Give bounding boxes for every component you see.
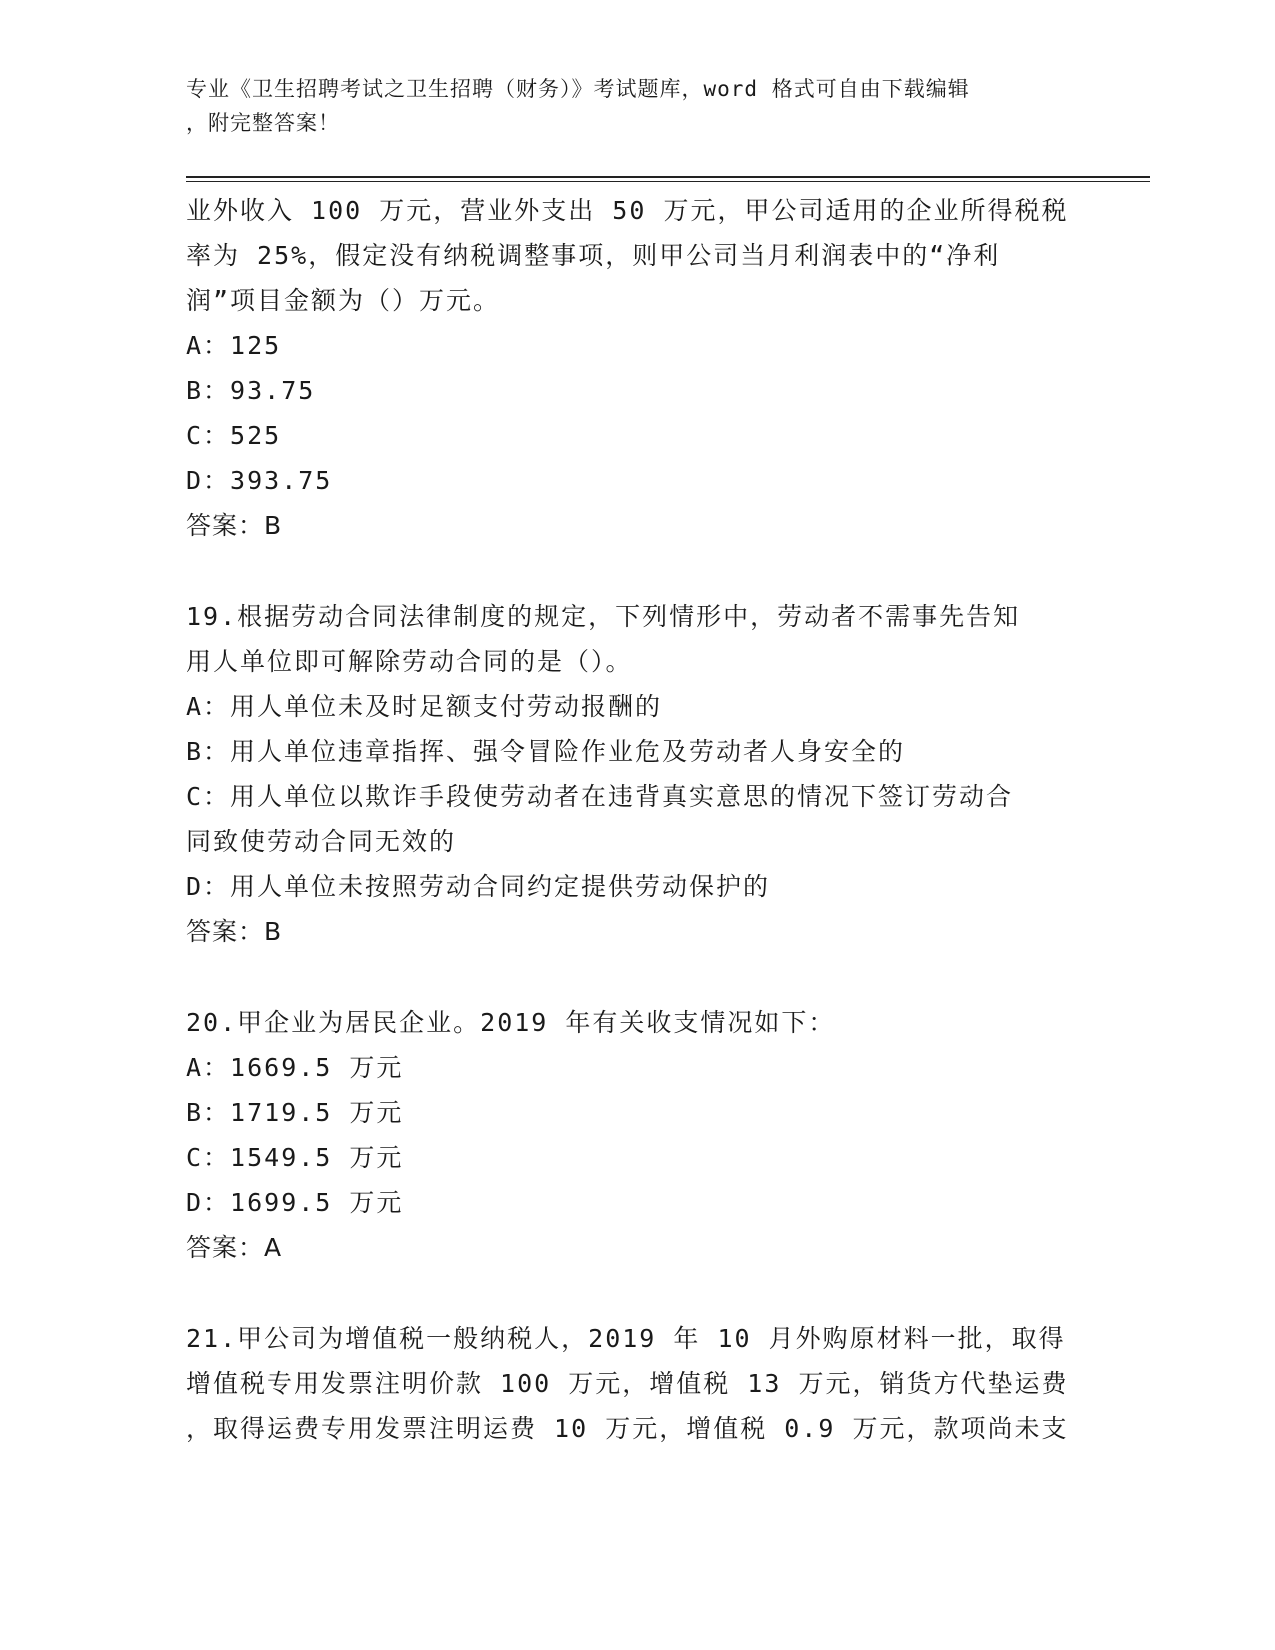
answer-line: 答案：A xyxy=(186,1233,283,1262)
header-rule-thin xyxy=(186,181,1150,182)
option-d: D：1699.5 万元 xyxy=(186,1188,404,1217)
page-header xyxy=(186,72,1066,140)
option-c-continued: 同致使劳动合同无效的 xyxy=(186,827,457,856)
option-d: D：用人单位未按照劳动合同约定提供劳动保护的 xyxy=(186,872,771,901)
question-stem-line: 率为 25%，假定没有纳税调整事项，则甲公司当月利润表中的“净利 xyxy=(186,241,1001,270)
question-19 xyxy=(186,594,1086,954)
option-c: C：525 xyxy=(186,421,282,450)
question-content xyxy=(186,188,1086,1451)
question-stem-line: 业外收入 100 万元，营业外支出 50 万元，甲公司适用的企业所得税税 xyxy=(186,196,1069,225)
question-spacer xyxy=(186,548,1086,594)
question-spacer xyxy=(186,954,1086,1000)
option-a: A：125 xyxy=(186,331,282,360)
option-c: C：用人单位以欺诈手段使劳动者在违背真实意思的情况下签订劳动合 xyxy=(186,782,1014,811)
option-b: B：用人单位违章指挥、强令冒险作业危及劳动者人身安全的 xyxy=(186,737,906,766)
option-c: C：1549.5 万元 xyxy=(186,1143,404,1172)
header-line-2: ，附完整答案！ xyxy=(186,111,340,135)
option-d: D：393.75 xyxy=(186,466,333,495)
question-stem-line: 19.根据劳动合同法律制度的规定，下列情形中，劳动者不需事先告知 xyxy=(186,602,1021,631)
question-stem-line: 增值税专用发票注明价款 100 万元，增值税 13 万元，销货方代垫运费 xyxy=(186,1369,1069,1398)
question-stem-line: 21.甲公司为增值税一般纳税人，2019 年 10 月外购原材料一批，取得 xyxy=(186,1324,1066,1353)
option-b: B：93.75 xyxy=(186,376,316,405)
question-stem-line: ，取得运费专用发票注明运费 10 万元，增值税 0.9 万元，款项尚未支 xyxy=(186,1414,1069,1443)
answer-line: 答案：B xyxy=(186,917,283,946)
option-b: B：1719.5 万元 xyxy=(186,1098,404,1127)
question-stem-line: 20.甲企业为居民企业。2019 年有关收支情况如下： xyxy=(186,1008,836,1037)
header-line-1: 专业《卫生招聘考试之卫生招聘（财务）》考试题库，word 格式可自由下载编辑 xyxy=(186,77,970,101)
header-rule-thick xyxy=(186,176,1150,178)
question-stem-line: 用人单位即可解除劳动合同的是（）。 xyxy=(186,647,633,676)
question-18 xyxy=(186,188,1086,548)
option-a: A：用人单位未及时足额支付劳动报酬的 xyxy=(186,692,663,721)
option-a: A：1669.5 万元 xyxy=(186,1053,404,1082)
question-stem-line: 润”项目金额为（）万元。 xyxy=(186,286,501,315)
question-20 xyxy=(186,1000,1086,1270)
question-spacer xyxy=(186,1270,1086,1316)
question-21 xyxy=(186,1316,1086,1451)
answer-line: 答案：B xyxy=(186,511,283,540)
